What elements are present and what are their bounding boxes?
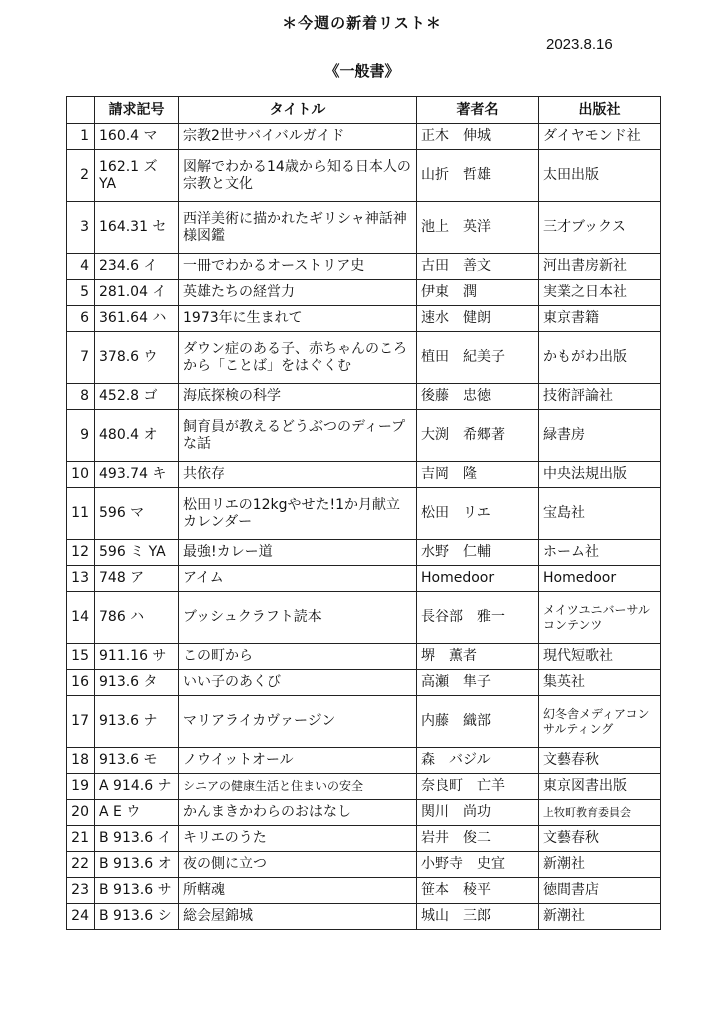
publisher-name: 東京図書出版: [539, 774, 661, 800]
author-name: 堺 薫者: [417, 644, 539, 670]
table-row: [67, 332, 661, 384]
table-row: [67, 202, 661, 254]
table-row: [67, 254, 661, 280]
table-row: [67, 904, 661, 930]
author-name: 水野 仁輔: [417, 540, 539, 566]
table-row: [67, 878, 661, 904]
publisher-name: 宝島社: [539, 488, 661, 540]
row-number: 10: [67, 462, 95, 488]
book-title: シニアの健康生活と住まいの安全: [179, 774, 417, 800]
call-number: 378.6 ウ: [95, 332, 179, 384]
book-title: いい子のあくび: [179, 670, 417, 696]
table-row: [67, 540, 661, 566]
call-number: 162.1 ズ YA: [95, 150, 179, 202]
row-number: 23: [67, 878, 95, 904]
publisher-name: ダイヤモンド社: [539, 124, 661, 150]
author-name: 正木 伸城: [417, 124, 539, 150]
author-name: 古田 善文: [417, 254, 539, 280]
table-row: [67, 670, 661, 696]
table-row: [67, 644, 661, 670]
publisher-name: 文藝春秋: [539, 748, 661, 774]
book-title: アイム: [179, 566, 417, 592]
call-number: B 913.6 オ: [95, 852, 179, 878]
list-date: 2023.8.16: [546, 36, 613, 53]
publisher-name: 新潮社: [539, 904, 661, 930]
table-row: [67, 462, 661, 488]
header-author: 著者名: [417, 97, 539, 124]
book-title: 一冊でわかるオーストリア史: [179, 254, 417, 280]
row-number: 20: [67, 800, 95, 826]
book-title: 図解でわかる14歳から知る日本人の宗教と文化: [179, 150, 417, 202]
publisher-name: 文藝春秋: [539, 826, 661, 852]
publisher-name: 新潮社: [539, 852, 661, 878]
publisher-name: 三才ブックス: [539, 202, 661, 254]
row-number: 19: [67, 774, 95, 800]
publisher-name: 東京書籍: [539, 306, 661, 332]
author-name: 大渕 希郷著: [417, 410, 539, 462]
header-title: タイトル: [179, 97, 417, 124]
author-name: 森 バジル: [417, 748, 539, 774]
author-name: 松田 リエ: [417, 488, 539, 540]
row-number: 3: [67, 202, 95, 254]
row-number: 5: [67, 280, 95, 306]
call-number: 913.6 ナ: [95, 696, 179, 748]
table-row: [67, 566, 661, 592]
table-row: [67, 384, 661, 410]
new-books-table: [66, 96, 661, 930]
author-name: 後藤 忠徳: [417, 384, 539, 410]
row-number: 11: [67, 488, 95, 540]
call-number: B 913.6 サ: [95, 878, 179, 904]
publisher-name: 実業之日本社: [539, 280, 661, 306]
call-number: 480.4 オ: [95, 410, 179, 462]
author-name: 長谷部 雅一: [417, 592, 539, 644]
row-number: 17: [67, 696, 95, 748]
publisher-name: 緑書房: [539, 410, 661, 462]
call-number: 234.6 イ: [95, 254, 179, 280]
book-title: 飼育員が教えるどうぶつのディープな話: [179, 410, 417, 462]
book-title: かんまきかわらのおはなし: [179, 800, 417, 826]
call-number: 596 ミ YA: [95, 540, 179, 566]
header-publisher: 出版社: [539, 97, 661, 124]
book-title: 夜の側に立つ: [179, 852, 417, 878]
row-number: 16: [67, 670, 95, 696]
call-number: 913.6 タ: [95, 670, 179, 696]
table-header-row: [67, 97, 661, 124]
row-number: 1: [67, 124, 95, 150]
call-number: 452.8 ゴ: [95, 384, 179, 410]
book-title: 英雄たちの経営力: [179, 280, 417, 306]
book-title: 所轄魂: [179, 878, 417, 904]
book-title: 共依存: [179, 462, 417, 488]
author-name: 笹本 稜平: [417, 878, 539, 904]
row-number: 21: [67, 826, 95, 852]
book-title: ブッシュクラフト読本: [179, 592, 417, 644]
call-number: 596 マ: [95, 488, 179, 540]
row-number: 14: [67, 592, 95, 644]
book-title: ダウン症のある子、赤ちゃんのころから「ことば」をはぐくむ: [179, 332, 417, 384]
call-number: 786 ハ: [95, 592, 179, 644]
table-row: [67, 774, 661, 800]
call-number: B 913.6 シ: [95, 904, 179, 930]
row-number: 9: [67, 410, 95, 462]
author-name: 関川 尚功: [417, 800, 539, 826]
row-number: 12: [67, 540, 95, 566]
book-title: 最強!カレー道: [179, 540, 417, 566]
table-row: [67, 696, 661, 748]
table-row: [67, 280, 661, 306]
table-row: [67, 800, 661, 826]
table-row: [67, 852, 661, 878]
publisher-name: 技術評論社: [539, 384, 661, 410]
call-number: 913.6 モ: [95, 748, 179, 774]
author-name: Homedoor: [417, 566, 539, 592]
row-number: 6: [67, 306, 95, 332]
row-number: 13: [67, 566, 95, 592]
book-title: 1973年に生まれて: [179, 306, 417, 332]
page-title: ＊今週の新着リスト＊: [282, 14, 442, 32]
row-number: 4: [67, 254, 95, 280]
table-row: [67, 592, 661, 644]
author-name: 奈良町 亡羊: [417, 774, 539, 800]
author-name: 山折 哲雄: [417, 150, 539, 202]
row-number: 8: [67, 384, 95, 410]
author-name: 吉岡 隆: [417, 462, 539, 488]
table-row: [67, 748, 661, 774]
book-title: キリエのうた: [179, 826, 417, 852]
row-number: 24: [67, 904, 95, 930]
call-number: 911.16 サ: [95, 644, 179, 670]
call-number: A 914.6 ナ: [95, 774, 179, 800]
author-name: 岩井 俊二: [417, 826, 539, 852]
book-title: 海底探検の科学: [179, 384, 417, 410]
section-subtitle: 《一般書》: [324, 62, 400, 80]
book-title: ノウイットオール: [179, 748, 417, 774]
author-name: 伊東 潤: [417, 280, 539, 306]
author-name: 植田 紀美子: [417, 332, 539, 384]
row-number: 7: [67, 332, 95, 384]
book-title: 総会屋錦城: [179, 904, 417, 930]
author-name: 小野寺 史宜: [417, 852, 539, 878]
author-name: 速水 健朗: [417, 306, 539, 332]
call-number: 493.74 キ: [95, 462, 179, 488]
header-call-number: 請求記号: [95, 97, 179, 124]
book-title: この町から: [179, 644, 417, 670]
table-row: [67, 826, 661, 852]
author-name: 池上 英洋: [417, 202, 539, 254]
call-number: 164.31 セ: [95, 202, 179, 254]
publisher-name: 幻冬舎メディアコンサルティング: [539, 696, 661, 748]
publisher-name: 徳間書店: [539, 878, 661, 904]
row-number: 2: [67, 150, 95, 202]
publisher-name: ホーム社: [539, 540, 661, 566]
publisher-name: 河出書房新社: [539, 254, 661, 280]
publisher-name: 太田出版: [539, 150, 661, 202]
table-row: [67, 306, 661, 332]
publisher-name: 中央法規出版: [539, 462, 661, 488]
row-number: 18: [67, 748, 95, 774]
table-row: [67, 150, 661, 202]
call-number: 361.64 ハ: [95, 306, 179, 332]
publisher-name: かもがわ出版: [539, 332, 661, 384]
call-number: 160.4 マ: [95, 124, 179, 150]
book-title: 宗教2世サバイバルガイド: [179, 124, 417, 150]
book-title: 西洋美術に描かれたギリシャ神話神様図鑑: [179, 202, 417, 254]
table-row: [67, 410, 661, 462]
book-title: 松田リエの12kgやせた!1か月献立カレンダー: [179, 488, 417, 540]
author-name: 高瀬 隼子: [417, 670, 539, 696]
book-title: マリアライカヴァージン: [179, 696, 417, 748]
publisher-name: 現代短歌社: [539, 644, 661, 670]
table-row: [67, 488, 661, 540]
call-number: A E ウ: [95, 800, 179, 826]
publisher-name: Homedoor: [539, 566, 661, 592]
author-name: 城山 三郎: [417, 904, 539, 930]
publisher-name: メイツユニバーサルコンテンツ: [539, 592, 661, 644]
author-name: 内藤 織部: [417, 696, 539, 748]
publisher-name: 上牧町教育委員会: [539, 800, 661, 826]
call-number: 281.04 イ: [95, 280, 179, 306]
call-number: 748 ア: [95, 566, 179, 592]
header-number: [67, 97, 95, 124]
row-number: 15: [67, 644, 95, 670]
publisher-name: 集英社: [539, 670, 661, 696]
call-number: B 913.6 イ: [95, 826, 179, 852]
row-number: 22: [67, 852, 95, 878]
table-row: [67, 124, 661, 150]
